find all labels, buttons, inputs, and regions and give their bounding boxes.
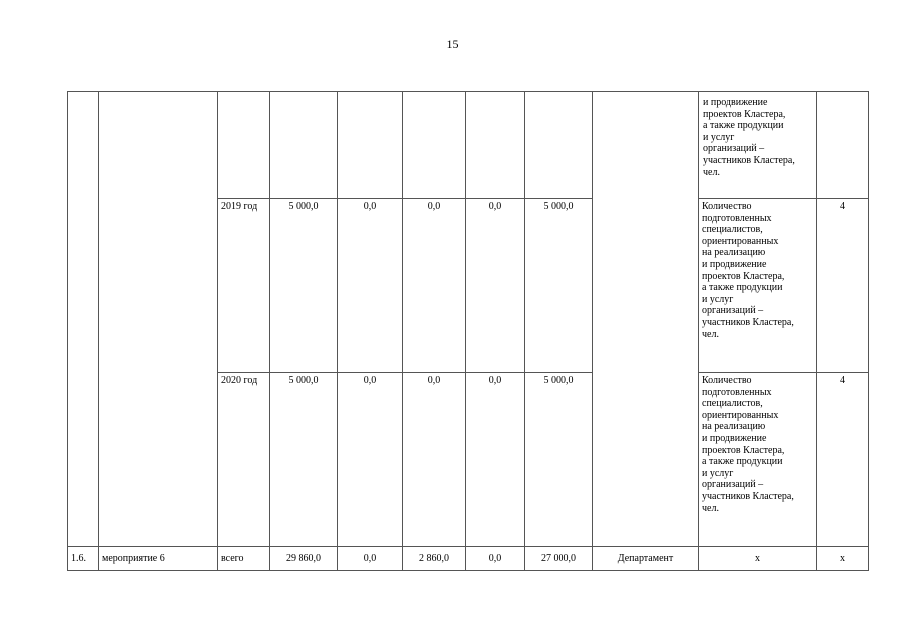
- indicator-cell: Количество подготовленных специалистов, ориентированных на реализацию и продвижение проектов Кластера, а также продукции и услуг организаций – участников Кластера, чел.: [699, 373, 817, 547]
- number-cell: 1.6.: [68, 547, 99, 571]
- value-cell: 5 000,0: [525, 199, 593, 373]
- table-row: [68, 547, 869, 571]
- value-cell: 5 000,0: [270, 373, 338, 547]
- indicator-value-cell: 4: [817, 373, 869, 547]
- number-cell: [68, 92, 99, 547]
- year-cell: [218, 92, 270, 199]
- executor-cell: [593, 92, 699, 547]
- value-cell: [466, 92, 525, 199]
- value-cell: 0,0: [466, 373, 525, 547]
- value-cell: 29 860,0: [270, 547, 338, 571]
- indicator-cell: х: [699, 547, 817, 571]
- indicator-value-cell: [817, 92, 869, 199]
- indicator-cell: Количество подготовленных специалистов, ориентированных на реализацию и продвижение проектов Кластера, а также продукции и услуг организаций – участников Кластера, чел.: [699, 199, 817, 373]
- value-cell: [525, 92, 593, 199]
- value-cell: 0,0: [338, 199, 403, 373]
- executor-cell: Департамент: [593, 547, 699, 571]
- name-cell: мероприятие 6: [99, 547, 218, 571]
- value-cell: [338, 92, 403, 199]
- name-cell: [99, 92, 218, 547]
- indicator-value-cell: х: [817, 547, 869, 571]
- year-cell: 2019 год: [218, 199, 270, 373]
- value-cell: 0,0: [338, 373, 403, 547]
- value-cell: 0,0: [403, 373, 466, 547]
- table-row: [68, 92, 869, 199]
- value-cell: 5 000,0: [270, 199, 338, 373]
- program-table: [67, 91, 869, 571]
- page-number: 15: [446, 37, 459, 51]
- value-cell: [403, 92, 466, 199]
- value-cell: 0,0: [403, 199, 466, 373]
- value-cell: 0,0: [338, 547, 403, 571]
- year-cell: всего: [218, 547, 270, 571]
- value-cell: [270, 92, 338, 199]
- value-cell: 0,0: [466, 199, 525, 373]
- value-cell: 2 860,0: [403, 547, 466, 571]
- value-cell: 5 000,0: [525, 373, 593, 547]
- indicator-value-cell: 4: [817, 199, 869, 373]
- indicator-cell: и продвижение проектов Кластера, а также продукции и услуг организаций – участников Кластера, чел.: [699, 92, 817, 199]
- year-cell: 2020 год: [218, 373, 270, 547]
- value-cell: 27 000,0: [525, 547, 593, 571]
- value-cell: 0,0: [466, 547, 525, 571]
